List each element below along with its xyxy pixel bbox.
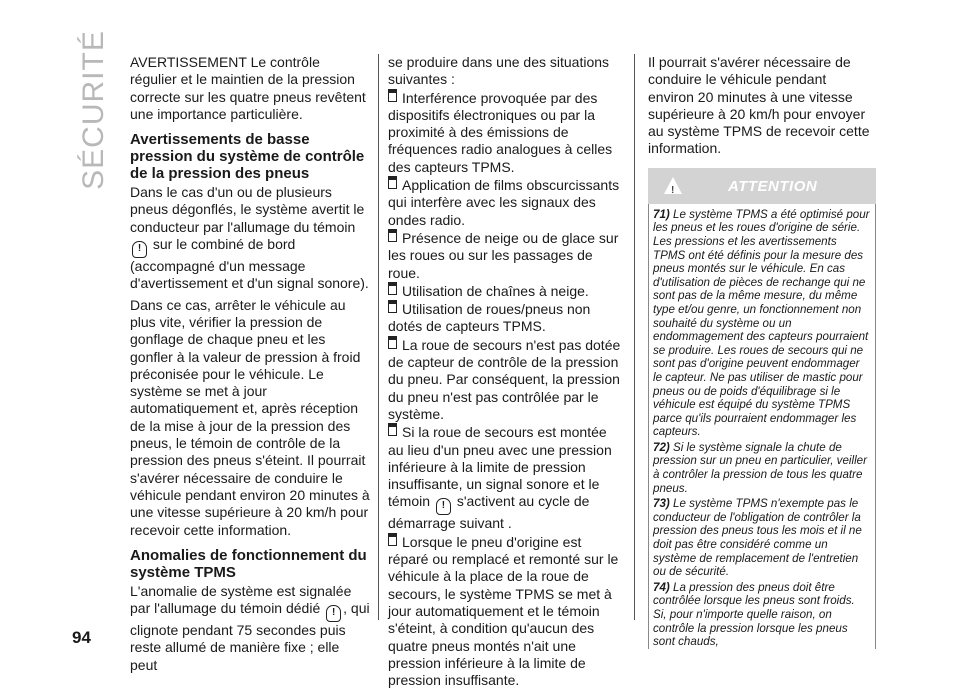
- note-72: 72) Si le système signale la chute de pression sur un pneu en particulier, veiller à contrôler la pression de tous les quatre pneus.: [653, 440, 867, 495]
- paragraph: L'anomalie de système est signalée par l'allumage du témoin dédié ! , qui clignote pendant 75 secondes puis reste allumé de manière fixe ; elle peut: [130, 582, 370, 673]
- section-title: SÉCURITÉ: [77, 30, 110, 190]
- tpms-warning-icon: !: [436, 498, 451, 515]
- attention-body: [648, 204, 876, 649]
- bullet-icon: [388, 336, 397, 349]
- heading: Avertissements de basse pression du système de contrôle de la pression des pneus: [130, 131, 365, 183]
- column-1: [130, 54, 370, 678]
- bullet-icon: [388, 89, 397, 102]
- list-item: Lorsque le pneu d'origine est réparé ou remplacé et remonté sur le véhicule à la place de la roue de secours, le système TPMS se met à jour automatiquement et le témoin s'éteint, à condition qu'aucun des quatre pneus montés n'ait une pression inférieure à la limite de pression insuffisante.: [388, 533, 619, 689]
- attention-title: ATTENTION: [728, 177, 818, 195]
- column-divider: [378, 54, 379, 620]
- paragraph: AVERTISSEMENT Le contrôle régulier et le maintien de la pression correcte sur les quatre pneus revêtent une importance particulière.: [130, 54, 366, 122]
- column-3: [648, 54, 876, 651]
- list-item: Application de films obscurcissants qui interfère avec les signaux des ondes radio.: [388, 177, 620, 228]
- list-item: La roue de secours n'est pas dotée de capteur de contrôle de la pression du pneu. Par conséquent, la pression du pneu n'est pas contrôlée par le système.: [388, 336, 621, 422]
- bullet-icon: [388, 300, 397, 313]
- column-divider: [634, 54, 635, 620]
- heading: Anomalies de fonctionnement du système TPMS: [130, 546, 367, 581]
- bullet-icon: [388, 423, 397, 436]
- bullet-icon: [388, 229, 397, 242]
- note-71: 71) Le système TPMS a été optimisé pour les pneus et les roues d'origine de série. Les pressions et les avertissements TPMS ont été définis pour la mesure des pneus montés sur le véhicule. En cas d'utilisation de pièces de rechange qui ne sont pas de la même mesure, du même type et/ou genre, un fonctionnement non souhaité du système ou un endommagement des capteurs pourraient se produire. Les roues de secours qui ne sont pas d'origine peuvent endommager le capteur. Ne pas utiliser de mastic pour pneus ou de poids d'équilibrage si le véhicule est équipé du système TPMS parce qu'ils pourraient endommager les capteurs.: [653, 207, 870, 439]
- tpms-warning-icon: !: [132, 241, 147, 258]
- list-item: Interférence provoquée par des dispositifs électroniques ou par la proximité à des émissions de fréquences radio analogues à celles des capteurs TPMS.: [388, 89, 613, 175]
- list-item: Si la roue de secours est montée au lieu d'un pneu avec une pression inférieure à la limite de pression insuffisante, un signal sonore et le témoin ! s'activent au cycle de démarrage suivant .: [388, 424, 612, 532]
- note-74: 74) La pression des pneus doit être contrôlée lorsque les pneus sont froids. Si, pour n'importe quelle raison, on contrôle la pression lorsque les pneus sont chauds,: [653, 580, 855, 649]
- tpms-warning-icon: !: [326, 605, 341, 622]
- column-2: [388, 54, 624, 689]
- note-73: 73) Le système TPMS n'exempte pas le conducteur de l'obligation de contrôler la pression des pneus tous les mois et il ne doit pas être considéré comme un système de remplacement de l'entretien ou de sécurité.: [653, 497, 862, 579]
- list-item: Utilisation de roues/pneus non dotés de capteurs TPMS.: [388, 301, 591, 335]
- attention-header: ! ATTENTION: [648, 168, 876, 204]
- bullet-icon: [388, 282, 397, 295]
- paragraph: se produire dans une des situations suivantes :: [388, 54, 610, 88]
- list-item: Utilisation de chaînes à neige.: [388, 282, 624, 300]
- paragraph: Dans ce cas, arrêter le véhicule au plus vite, vérifier la pression de gonflage de chaque pneu et les gonfler à la valeur de pression à froid préconisée pour le véhicule. Le système se met à jour automatiquement et, après réception de la mise à jour de la pression des pneus, le témoin de contrôle de la pression des pneus s'éteint. Il pourrait s'avérer nécessaire de conduire le véhicule pendant environ 20 minutes à une vitesse supérieure à 20 km/h pour recevoir cette information.: [130, 296, 370, 538]
- paragraph: Dans le cas d'un ou de plusieurs pneus dégonflés, le système avertit le conducteur par l'allumage du témoin ! sur le combiné de bord (accompagné d'un message d'avertissement et d'un signal sonore).: [130, 184, 369, 292]
- bullet-icon: [388, 533, 397, 546]
- bullet-icon: [388, 176, 397, 189]
- paragraph: Il pourrait s'avérer nécessaire de conduire le véhicule pendant environ 20 minutes à une vitesse supérieure à 20 km/h pour envoyer au système TPMS de recevoir cette information.: [648, 54, 870, 157]
- list-item: Présence de neige ou de glace sur les roues ou sur les passages de roue.: [388, 229, 619, 281]
- page-number: 94: [72, 628, 91, 647]
